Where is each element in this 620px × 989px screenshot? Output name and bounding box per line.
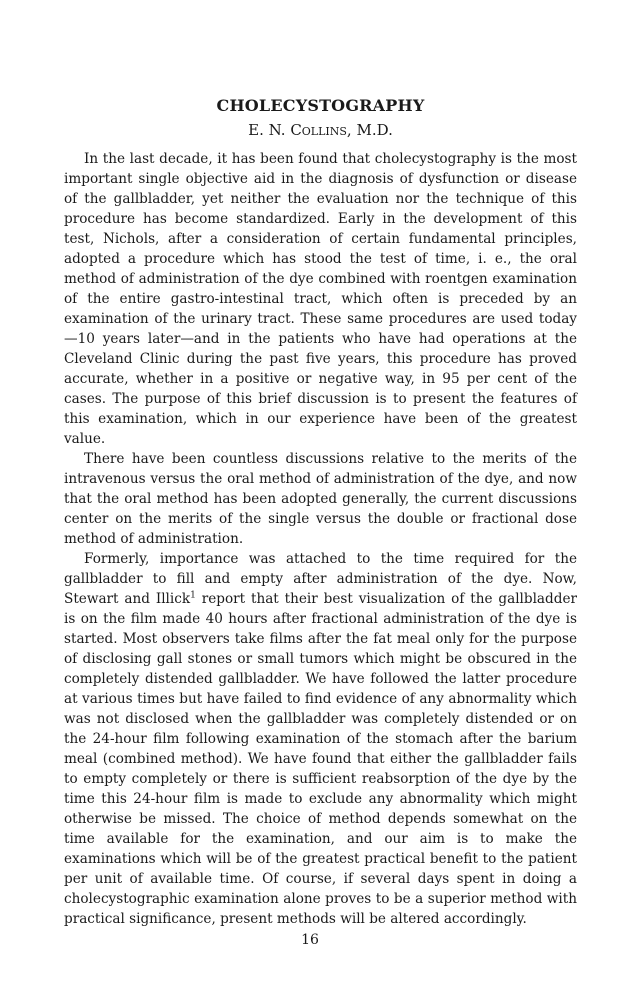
page-number: 16 [301,932,319,948]
paragraph-3-text-start: Formerly, importance was attached to the time required for the gallbladder to fill and empty after administration of the dye. Now, Stewart and Illick [64,551,577,607]
paragraph-2: There have been countless discussions relative to the merits of the intravenous versus the oral method of administration of the dye, and now that the oral method has been adopted generally, the current discussions center on the merits of the single versus the double or fractional dose method of administration. [64,451,577,547]
paragraph-3-text-end: report that their best visualization of the gallbladder is on the film made 40 hours after fractional administration of the dye is started. Most observers take films after the fat meal only for the purpose of disclosing gall stones or small tumors which might be obscured in the completely distended gallbladder. We have followed the latter procedure at various times but have failed to find evidence of any abnormality which was not disclosed when the gallbladder was completely distended or on the 24-hour film following examination of the stomach after the barium meal (combined method). We have found that either the gallbladder fails to empty completely or there is sufficient reabsorption of the dye by the time this 24-hour film is made to exclude any abnormality which might otherwise be missed. The choice of method depends somewhat on the time available for the examination, and our aim is to make the examinations which will be of the greatest practical benefit to the patient per unit of available time. Of course, if several days spent in doing a cholecystographic examination alone proves to be a superior method with practical significance, present methods will be altered accordingly. [64,591,577,927]
paragraph-3 [64,549,577,929]
article-page [64,96,577,929]
article-author: E. N. Collins, M.D. [248,121,393,139]
paragraph-1: In the last decade, it has been found that cholecystography is the most important single objective aid in the diagnosis of dysfunction or disease of the gallbladder, yet neither the evaluation nor the technique of this procedure has become standardized. Early in the development of this test, Nichols, after a consideration of certain fundamental principles, adopted a procedure which has stood the test of time, i. e., the oral method of administration of the dye combined with roentgen examination of the entire gastro-intestinal tract, which often is preceded by an examination of the urinary tract. These same procedures are used today—10 years later—and in the patients who have had operations at the Cleveland Clinic during the past five years, this procedure has proved accurate, whether in a positive or negative way, in 95 per cent of the cases. The purpose of this brief discussion is to present the features of this examination, which in our experience have been of the greatest value. [64,151,577,447]
article-title: CHOLECYSTOGRAPHY [216,96,425,115]
reference-marker: 1 [190,590,196,601]
